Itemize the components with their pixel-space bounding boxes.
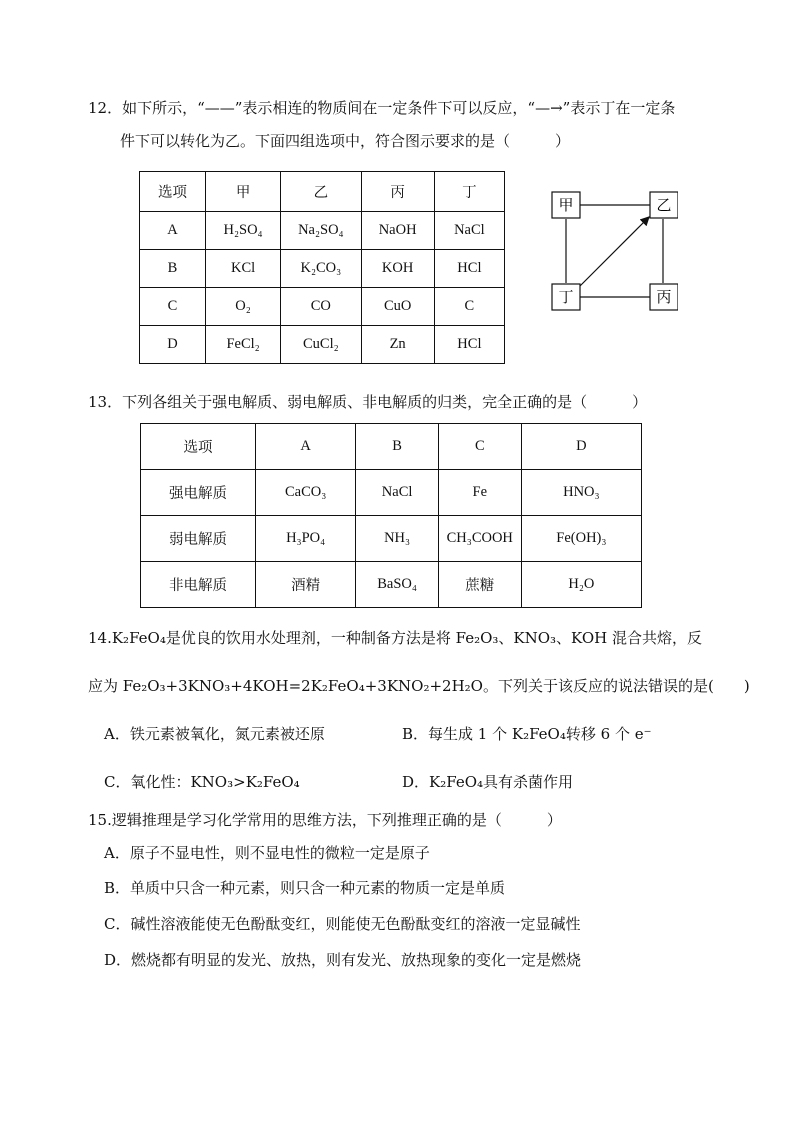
q13-cell: 非电解质: [141, 562, 256, 608]
q12-header-bing: 丙: [361, 172, 434, 212]
q14-stem-line1: 14.K₂FeO₄是优良的饮用水处理剂，一种制备方法是将 Fe₂O₃、KNO₃、KOH 混合共熔，反: [88, 629, 702, 647]
q13-header-option: 选项: [141, 424, 256, 470]
q13-table: [140, 423, 642, 608]
q15-stem-line1: 15.逻辑推理是学习化学常用的思维方法，下列推理正确的是（ ）: [88, 811, 562, 829]
q12-cell: D: [140, 326, 206, 364]
q15-option-d: D．燃烧都有明显的发光、放热，则有发光、放热现象的变化一定是燃烧: [104, 951, 582, 969]
label-bing: 丙: [656, 288, 672, 306]
q12-row-b: [140, 250, 505, 288]
q13-stem-line1: 13．下列各组关于强电解质、弱电解质、非电解质的归类，完全正确的是（ ）: [88, 393, 648, 411]
q13-cell: BaSO₄: [356, 562, 439, 608]
q14-option-a: A．铁元素被氧化，氮元素被还原: [104, 725, 325, 743]
q12-cell: CuO: [361, 288, 434, 326]
q14-option-d: D．K₂FeO₄具有杀菌作用: [402, 773, 574, 791]
q13-cell: CH₃COOH: [438, 516, 521, 562]
q13-header-c: C: [438, 424, 521, 470]
q12-cell: NaCl: [434, 212, 504, 250]
q12-cell: KOH: [361, 250, 434, 288]
q13-row-non: [141, 562, 642, 608]
q12-row-a: [140, 212, 505, 250]
q12-cell: A: [140, 212, 206, 250]
q13-header-d: D: [521, 424, 641, 470]
q12-stem-line2: 件下可以转化为乙。下面四组选项中，符合图示要求的是（ ）: [120, 132, 571, 150]
q13-cell: H₃PO₄: [255, 516, 355, 562]
q15-option-b: B．单质中只含一种元素，则只含一种元素的物质一定是单质: [104, 879, 506, 897]
q12-stem-line1: 12．如下所示，“——”表示相连的物质间在一定条件下可以反应，“—→”表示丁在一定条: [88, 99, 676, 117]
q12-header-jia: 甲: [205, 172, 280, 212]
q12-cell: NaOH: [361, 212, 434, 250]
q12-row-c: [140, 288, 505, 326]
q12-cell: B: [140, 250, 206, 288]
q14-stem-line2: 应为 Fe₂O₃+3KNO₃+4KOH=2K₂FeO₄+3KNO₂+2H₂O。下列关于该反应的说法错误的是( ): [88, 677, 750, 695]
q12-cell: HCl: [434, 250, 504, 288]
arrow-ding-to-yi: [580, 217, 649, 286]
q12-table: [139, 171, 505, 364]
q13-cell: Fe: [438, 470, 521, 516]
label-yi: 乙: [656, 196, 672, 214]
q14-option-b: B．每生成 1 个 K₂FeO₄转移 6 个 e⁻: [402, 725, 652, 743]
q12-cell: C: [434, 288, 504, 326]
q12-cell: O₂: [205, 288, 280, 326]
q13-cell: 强电解质: [141, 470, 256, 516]
q12-header-option: 选项: [140, 172, 206, 212]
q12-header-ding: 丁: [434, 172, 504, 212]
q13-cell: 蔗糖: [438, 562, 521, 608]
q12-cell: CuCl₂: [281, 326, 361, 364]
q12-cell: H₂SO₄: [205, 212, 280, 250]
q12-cell: HCl: [434, 326, 504, 364]
label-jia: 甲: [558, 196, 574, 214]
q12-header-yi: 乙: [281, 172, 361, 212]
q12-cell: FeCl₂: [205, 326, 280, 364]
q12-cell: K₂CO₃: [281, 250, 361, 288]
q12-cell: C: [140, 288, 206, 326]
q12-cell: KCl: [205, 250, 280, 288]
q12-cell: Na₂SO₄: [281, 212, 361, 250]
q15-option-a: A．原子不显电性，则不显电性的微粒一定是原子: [104, 844, 430, 862]
q13-cell: HNO₃: [521, 470, 641, 516]
label-ding: 丁: [558, 288, 574, 306]
q12-cell: Zn: [361, 326, 434, 364]
q13-cell: NH₃: [356, 516, 439, 562]
q12-relation-diagram: [548, 190, 678, 314]
q13-row-strong: [141, 470, 642, 516]
q13-header-b: B: [356, 424, 439, 470]
q13-cell: 酒精: [255, 562, 355, 608]
q12-row-d: [140, 326, 505, 364]
q13-cell: H₂O: [521, 562, 641, 608]
q13-cell: Fe(OH)₃: [521, 516, 641, 562]
q14-option-c: C．氧化性：KNO₃>K₂FeO₄: [104, 773, 300, 791]
q15-option-c: C．碱性溶液能使无色酚酞变红，则能使无色酚酞变红的溶液一定显碱性: [104, 915, 581, 933]
q13-header-a: A: [255, 424, 355, 470]
q13-cell: CaCO₃: [255, 470, 355, 516]
q13-cell: 弱电解质: [141, 516, 256, 562]
q12-cell: CO: [281, 288, 361, 326]
q13-cell: NaCl: [356, 470, 439, 516]
q13-row-weak: [141, 516, 642, 562]
